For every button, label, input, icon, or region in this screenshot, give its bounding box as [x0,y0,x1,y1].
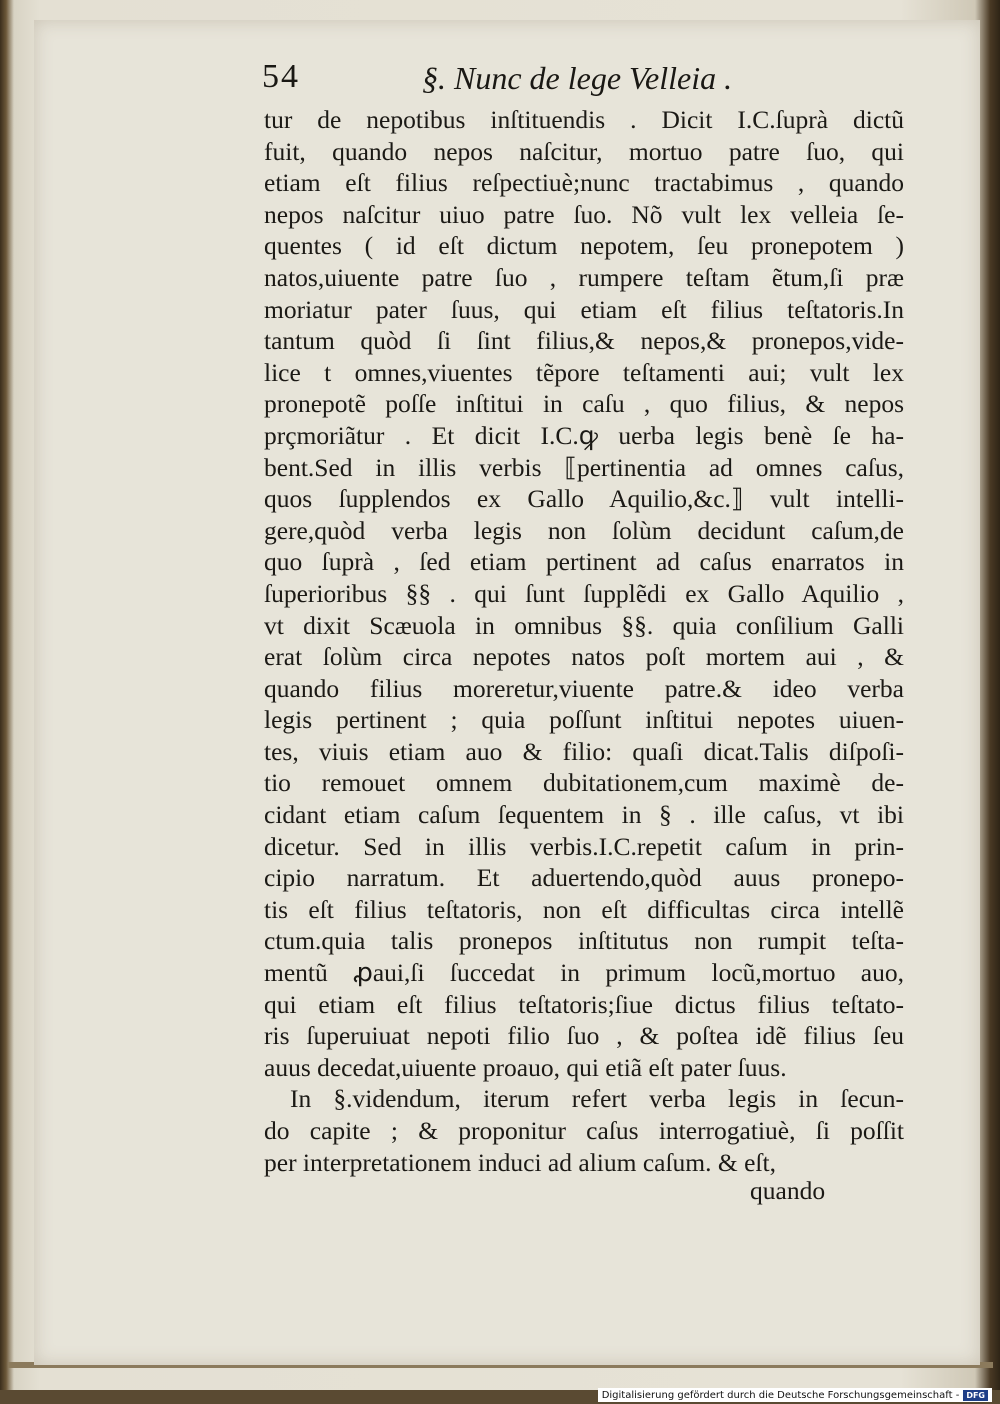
page-number: 54 [262,58,300,95]
text-line: do capite ; & proponitur caſus interrogatiuè, ſi poſſit [264,1116,904,1145]
text-line: erat ſolùm circa nepotes natos poſt mortem aui , & [264,642,904,672]
text-line: tio remouet omnem dubitationem,cum maximè de- [264,768,904,798]
text-line: quos ſupplendos ex Gallo Aquilio,&c.⟧ vult intelli- [264,484,904,514]
text-line: quentes ( id eſt dictum nepotem, ſeu pronepotem ) [264,231,904,261]
text-line: In §.videndum, iterum refert verba legis in ſecun- [290,1084,904,1114]
text-line: fuit, quando nepos naſcitur, mortuo patre ſuo, qui [264,136,904,166]
text-line: tantum quòd ſi ſint filius,& nepos,& pronepos,vide- [264,326,904,356]
text-line: per interpretationem induci ad alium caſum. & eſt, [264,1147,776,1177]
text-line: gere,quòd verba legis non ſolùm decidunt caſum,de [264,515,904,545]
text-line: mentũ ꝓaui,ſi ſuccedat in primum locũ,mortuo auo, [264,958,904,988]
text-line: tur de nepotibus inſtituendis . Dicit I.C.ſuprà dictũ [264,105,904,134]
digitization-credit [598,1388,992,1402]
text-line: pronepotẽ poſſe inſtitui in caſu , quo filius, & nepos [264,389,904,419]
dfg-logo: DFG [963,1390,988,1401]
text-line: tis eſt filius teſtatoris, non eſt difficultas circa intellẽ [264,894,904,924]
text-line: natos,uiuente patre ſuo , rumpere teſtam ẽtum,ſi præ [264,262,904,292]
text-line: quando filius moreretur,viuente patre.& ideo verba [264,673,904,703]
text-line: cidant etiam caſum ſequentem in § . ille caſus, vt ibi [264,800,904,830]
text-line: cipio narratum. Et aduertendo,quòd auus pronepo- [264,863,904,893]
text-line: legis pertinent ; quia poſſunt inſtitui nepotes uiuen- [264,705,904,735]
catchword: quando [750,1176,826,1205]
text-line: bent.Sed in illis verbis ⟦pertinentia ad omnes caſus, [264,452,904,482]
text-line: nepos naſcitur uiuo patre ſuo. Nõ vult lex velleia ſe- [264,199,904,229]
body-text [264,104,904,1178]
text-line: etiam eſt filius reſpectiuè;nunc tractabimus , quando [264,168,904,198]
text-line: lice t omnes,viuentes tẽpore teſtamenti aui; vult lex [264,357,904,387]
page-header [262,58,822,102]
text-line: moriatur pater ſuus, qui etiam eſt filius teſtatoris.In [264,294,904,324]
text-line: auus decedat,uiuente proauo, qui etiã eſt pater ſuus. [264,1052,787,1082]
text-line: qui etiam eſt filius teſtatoris;ſiue dictus filius teſtato- [264,989,904,1019]
text-line: ſuperioribus §§ . qui ſunt ſupplẽdi ex Gallo Aquilio , [264,578,904,608]
text-line: ris ſuperuiuat nepoti filio ſuo , & poſtea idẽ filius ſeu [264,1021,904,1051]
text-line: quo ſuprà , ſed etiam pertinent ad caſus enarratos in [264,547,904,577]
text-line: tes, viuis etiam auo & filio: quaſi dicat.Talis diſpoſi- [264,736,904,766]
text-line: vt dixit Scæuola in omnibus §§. quia conſilium Galli [264,610,904,640]
text-line: dicetur. Sed in illis verbis.I.C.repetit caſum in prin- [264,831,904,861]
running-head: §. Nunc de lege Velleia . [422,60,733,96]
credit-text: Digitalisierung gefördert durch die Deutsche Forschungsgemeinschaft - [601,1389,960,1401]
text-line: ctum.quia talis pronepos inſtitutus non rumpit teſta- [264,926,904,956]
text-line: prçmoriãtur . Et dicit I.C.ꝙ uerba legis benè ſe ha- [264,420,904,450]
